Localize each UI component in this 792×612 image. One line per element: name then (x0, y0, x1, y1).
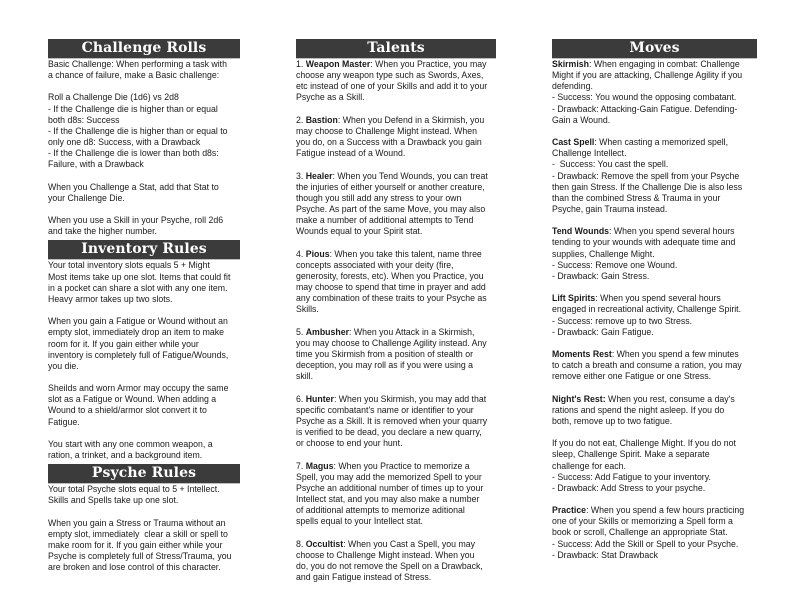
entry-name: Cast Spell (552, 137, 595, 148)
entry-text: : When you spend a few hours practicing (586, 505, 745, 516)
text-line: empty slot, immediately drop an item to make (48, 327, 225, 338)
text-line: is verified to be dead, you declare a new quarry, (296, 427, 482, 438)
text-line: a chance of failure, make a Basic challenge: (48, 70, 220, 81)
text-line: make room for it. If you gain either while your (48, 539, 223, 550)
text-line: sleep, Challenge Spirit. Make a separate (552, 449, 710, 460)
text-line: defending. (552, 81, 593, 92)
text-line: - Success: remove up to two Stress. (552, 315, 693, 326)
text-line: generosity, forests, etc). When you Practice, you (296, 270, 484, 281)
text-line: Psyche an additional number of times up to your (296, 482, 484, 493)
text-line: your Challenge Die. (48, 192, 125, 203)
text-line (552, 226, 757, 237)
text-line: - Drawback: Attacking-Gain Fatigue. Defending- (552, 103, 738, 114)
entry-text: : When you spend a few minutes (611, 349, 739, 359)
text-line: - If the Challenge die is higher than or equal (48, 103, 218, 114)
text-line: Your total inventory slots equals 5 + Might (48, 260, 210, 271)
text-line: both d8s: Success (48, 114, 120, 125)
text-line: - Success: Remove one Wound. (552, 259, 678, 270)
section-header: Talents (296, 39, 496, 59)
entry-name: Bastion (305, 114, 338, 125)
section-body (48, 260, 240, 461)
text-line: Psyche as a Skill. (296, 92, 365, 103)
entry (296, 249, 496, 316)
text-line: inventory is completely full of Fatigue/Wounds, (48, 349, 229, 360)
text-line: may choose to Challenge Might instead. When (296, 125, 477, 136)
entry-text: If you do not eat, Challenge Might. If you do not (552, 438, 736, 449)
entry (296, 394, 496, 450)
paragraph (48, 439, 240, 461)
text-line (296, 327, 496, 338)
entry (552, 59, 757, 126)
entry-text: : When you Skirmish, you may add that (333, 393, 487, 404)
text-line: When you gain a Fatigue or Wound without an (48, 316, 228, 327)
text-line: book or scroll, Challenge an appropriate Stat. (552, 527, 728, 538)
text-line: - Drawback: Add Stress to your psyche. (552, 482, 706, 493)
entry-text: : When you Defend in a Skirmish, you (337, 114, 485, 125)
entry-number: 8. (296, 538, 306, 549)
paragraph (48, 260, 240, 305)
text-line: Roll a Challenge Die (1d6) vs 2d8 (48, 92, 179, 103)
text-line: - Drawback: Gain Stress. (552, 270, 650, 281)
text-line: are broken and lose control of this character. (48, 562, 221, 573)
text-line: and take the higher number. (48, 226, 157, 237)
text-line: Psyche, gain Trauma instead. (552, 204, 668, 215)
text-line (296, 171, 496, 182)
text-line (552, 349, 757, 360)
text-line: deception, you may roll as if you were using a (296, 360, 474, 371)
text-line (296, 394, 496, 405)
text-line: Wound to a shield/armor slot convert it to (48, 405, 207, 416)
text-line (552, 505, 757, 516)
text-line: choose any weapon type such as Swords, Axes, (296, 70, 484, 81)
text-line: Basic Challenge: When performing a task with (48, 59, 227, 69)
text-line: of additional attempts to memorize aditional (296, 505, 465, 516)
entry (296, 461, 496, 528)
text-line: challenge for each. (552, 460, 626, 471)
entry-text: : When you Practice to memorize a (333, 460, 470, 471)
entry-text: : When you Practice, you may (370, 59, 487, 69)
column-left (48, 39, 240, 573)
text-line: to catch a breath and consume a ration, you may (552, 360, 742, 371)
entry (552, 438, 757, 494)
text-line: any combination of these traits to your Psyche as (296, 293, 487, 304)
text-line (296, 249, 496, 260)
text-line: - Drawback: Gain Fatigue. (552, 326, 654, 337)
entry (552, 505, 757, 561)
text-line: in a pocket can share a slot with any one item. (48, 282, 228, 293)
text-line: - Success: Add Fatigue to your inventory. (552, 471, 711, 482)
entry-text: : When you Attack in a Skirmish, (349, 326, 475, 337)
text-line: Psyche as a Skill. It is removed when your quarry (296, 415, 488, 426)
entry (296, 171, 496, 238)
entry (552, 349, 757, 382)
text-line: do, you do not remove the Spell on a Drawback, (296, 560, 483, 571)
text-line: - Success: Add the Skill or Spell to your Psyche. (552, 538, 739, 549)
text-line: Skills and Spells take up one slot. (48, 495, 179, 506)
entry-name: Healer (305, 170, 333, 181)
text-line: remove either one Fatigue or one Stress. (552, 371, 712, 382)
paragraph (48, 316, 240, 372)
text-line: Most items take up one slot. Items that could fit (48, 271, 231, 282)
entry-text: : When you Tend Wounds, you can treat (332, 170, 488, 181)
text-line: - Drawback: Remove the spell from your Psyche (552, 170, 740, 181)
text-line (552, 59, 757, 70)
column-middle (296, 39, 496, 583)
text-line: Fatigue. (48, 416, 80, 427)
text-line: - Drawback: Stat Drawback (552, 549, 659, 560)
entry (296, 327, 496, 383)
section-psyche-rules (48, 464, 240, 573)
text-line: spells equal to your Intellect stat. (296, 516, 423, 527)
section-body (296, 59, 496, 583)
entry-name: Magus (305, 460, 334, 471)
text-line: When you gain a Stress or Trauma without an (48, 517, 226, 528)
entry (552, 137, 757, 215)
entry-name: Weapon Master (305, 59, 371, 69)
text-line: or choose to end your hunt. (296, 438, 403, 449)
section-body (48, 59, 240, 237)
entry-text: : When engaging in combat: Challenge (588, 59, 740, 69)
section-challenge-rolls (48, 39, 240, 237)
text-line: Fatigue instead of a Wound. (296, 148, 406, 159)
section-talents (296, 39, 496, 583)
text-line: Wounds equal to your Spirit stat. (296, 226, 423, 237)
section-body (48, 484, 240, 573)
text-line: When you Challenge a Stat, add that Stat to (48, 181, 219, 192)
paragraph (48, 518, 240, 574)
text-line: ration, a trinket, and a background item. (48, 450, 203, 461)
entry-number: 2. (296, 114, 306, 125)
text-line: room for it. If you gain either while your (48, 338, 199, 349)
text-line: you do, on a Success with a Drawback you gain (296, 137, 482, 148)
text-line: concepts associated with your deity (fire, (296, 259, 454, 270)
text-line: - If the Challenge die is lower than both d8s: (48, 148, 219, 159)
text-line: choose to Challenge Might instead. When you (296, 549, 475, 560)
text-line (552, 293, 757, 304)
paragraph (48, 215, 240, 237)
text-line: engaged in recreational activity, Challenge Spirit. (552, 304, 742, 315)
text-line: Sheilds and worn Armor may occupy the same (48, 383, 229, 394)
entry-name: Ambusher (305, 326, 350, 337)
text-line: - If the Challenge die is higher than or equal to (48, 125, 228, 136)
text-line: Your total Psyche slots equal to 5 + Intellect. (48, 484, 220, 495)
text-line: you die. (48, 360, 79, 371)
paragraph (48, 484, 240, 506)
entry-text: When you rest, consume a day's (605, 393, 735, 404)
text-line (296, 115, 496, 126)
entry-number: 3. (296, 170, 306, 181)
text-line: Gain a Wound. (552, 114, 611, 125)
section-header: Moves (552, 39, 757, 59)
text-line: Psyche. As part of the same Move, you may also (296, 204, 486, 214)
text-line: one of your Skills or memorizing a Spell form a (552, 516, 733, 527)
entry-number: 5. (296, 326, 306, 337)
text-line: Skills. (296, 304, 319, 315)
text-line: make a number of additional attempts to Tend (296, 215, 474, 226)
entry-number: 1. (296, 59, 306, 69)
entry-name: Hunter (305, 393, 334, 404)
text-line: supplies, Challenge Might. (552, 248, 655, 259)
text-line: - Success: You cast the spell. (552, 159, 669, 170)
section-body (552, 59, 757, 561)
text-line: specific combatant's name or identifier to your (296, 404, 474, 415)
text-line: you may choose to Challenge Agility instead. Any (296, 337, 487, 348)
entry-text: : When you spend several hours (595, 293, 721, 304)
section-moves (552, 39, 757, 561)
paragraph (48, 182, 240, 204)
text-line (296, 59, 496, 70)
text-line: slot as a Fatigue or Wound. When adding a (48, 394, 217, 405)
text-line: the injuries of either yourself or another creature, (296, 181, 485, 192)
entry-name: Night's Rest: (552, 393, 606, 404)
text-line: When you use a Skill in your Psyche, roll 2d6 (48, 215, 224, 226)
paragraph (48, 92, 240, 170)
paragraph (48, 383, 240, 428)
text-line (552, 438, 757, 449)
text-line: empty slot, immediately clear a skill or spell to (48, 528, 228, 539)
text-line: then gain Stress. If the Challenge Die is also less (552, 181, 743, 192)
entry (552, 394, 757, 427)
entry-number: 7. (296, 460, 306, 471)
entry-number: 6. (296, 393, 306, 404)
text-line: both, remove up to two fatigue. (552, 415, 673, 426)
entry (296, 115, 496, 160)
entry-text: : When you spend several hours (609, 226, 735, 237)
text-line: tending to your wounds with adequate time and (552, 237, 736, 248)
section-header: Psyche Rules (48, 464, 240, 484)
entry-name: Occultist (305, 538, 344, 549)
text-line: Challenge Intellect. (552, 148, 627, 159)
entry-name: Lift Spirits (552, 293, 596, 304)
text-line: rations and spend the night asleep. If you do (552, 404, 725, 415)
text-line: than the combined Stress & Trauma in your (552, 192, 721, 203)
text-line (552, 137, 757, 148)
section-header: Challenge Rolls (48, 39, 240, 59)
text-line (552, 394, 757, 405)
entry-name: Moments Rest (552, 349, 612, 359)
text-line: You start with any one common weapon, a (48, 438, 213, 449)
text-line: only one d8: Success, with a Drawback (48, 137, 201, 148)
text-line (296, 539, 496, 550)
section-inventory-rules (48, 240, 240, 461)
text-line: Might if you are attacking, Challenge Agility if you (552, 70, 743, 81)
text-line (296, 461, 496, 472)
text-line: and gain Fatigue instead of Stress. (296, 572, 432, 583)
text-line: Failure, with a Drawback (48, 159, 144, 170)
entry-name: Tend Wounds (552, 226, 610, 237)
text-line: may choose to spend that time in prayer and add (296, 282, 486, 293)
text-line: Intellect stat, and you may also make a number (296, 494, 480, 504)
entry-text: : When you Cast a Spell, you may (343, 538, 475, 549)
text-line: though you still add any stress to your own (296, 192, 462, 203)
text-line: Heavy armor takes up two slots. (48, 293, 173, 304)
text-line: Psyche is completely full of Stress/Trauma, you (48, 551, 232, 562)
entry (552, 293, 757, 338)
entry (296, 59, 496, 104)
entry-number: 4. (296, 248, 306, 259)
text-line: - Success: You wound the opposing combatant. (552, 92, 737, 103)
text-line: time you Skirmish from a position of stealth or (296, 349, 474, 359)
text-line: etc instead of one of your Skills and add it to your (296, 81, 488, 92)
text-line: skill. (296, 371, 314, 382)
entry-name: Practice (552, 505, 587, 516)
text-line: Spell, you may add the memorized Spell to your (296, 471, 482, 482)
entry-name: Skirmish (552, 59, 589, 69)
entry-name: Pious (305, 248, 330, 259)
column-right (552, 39, 757, 561)
entry (552, 226, 757, 282)
paragraph (48, 59, 240, 81)
section-header: Inventory Rules (48, 240, 240, 260)
entry-text: : When you take this talent, name three (329, 248, 482, 259)
entry-text: : When casting a memorized spell, (594, 137, 729, 148)
entry (296, 539, 496, 584)
